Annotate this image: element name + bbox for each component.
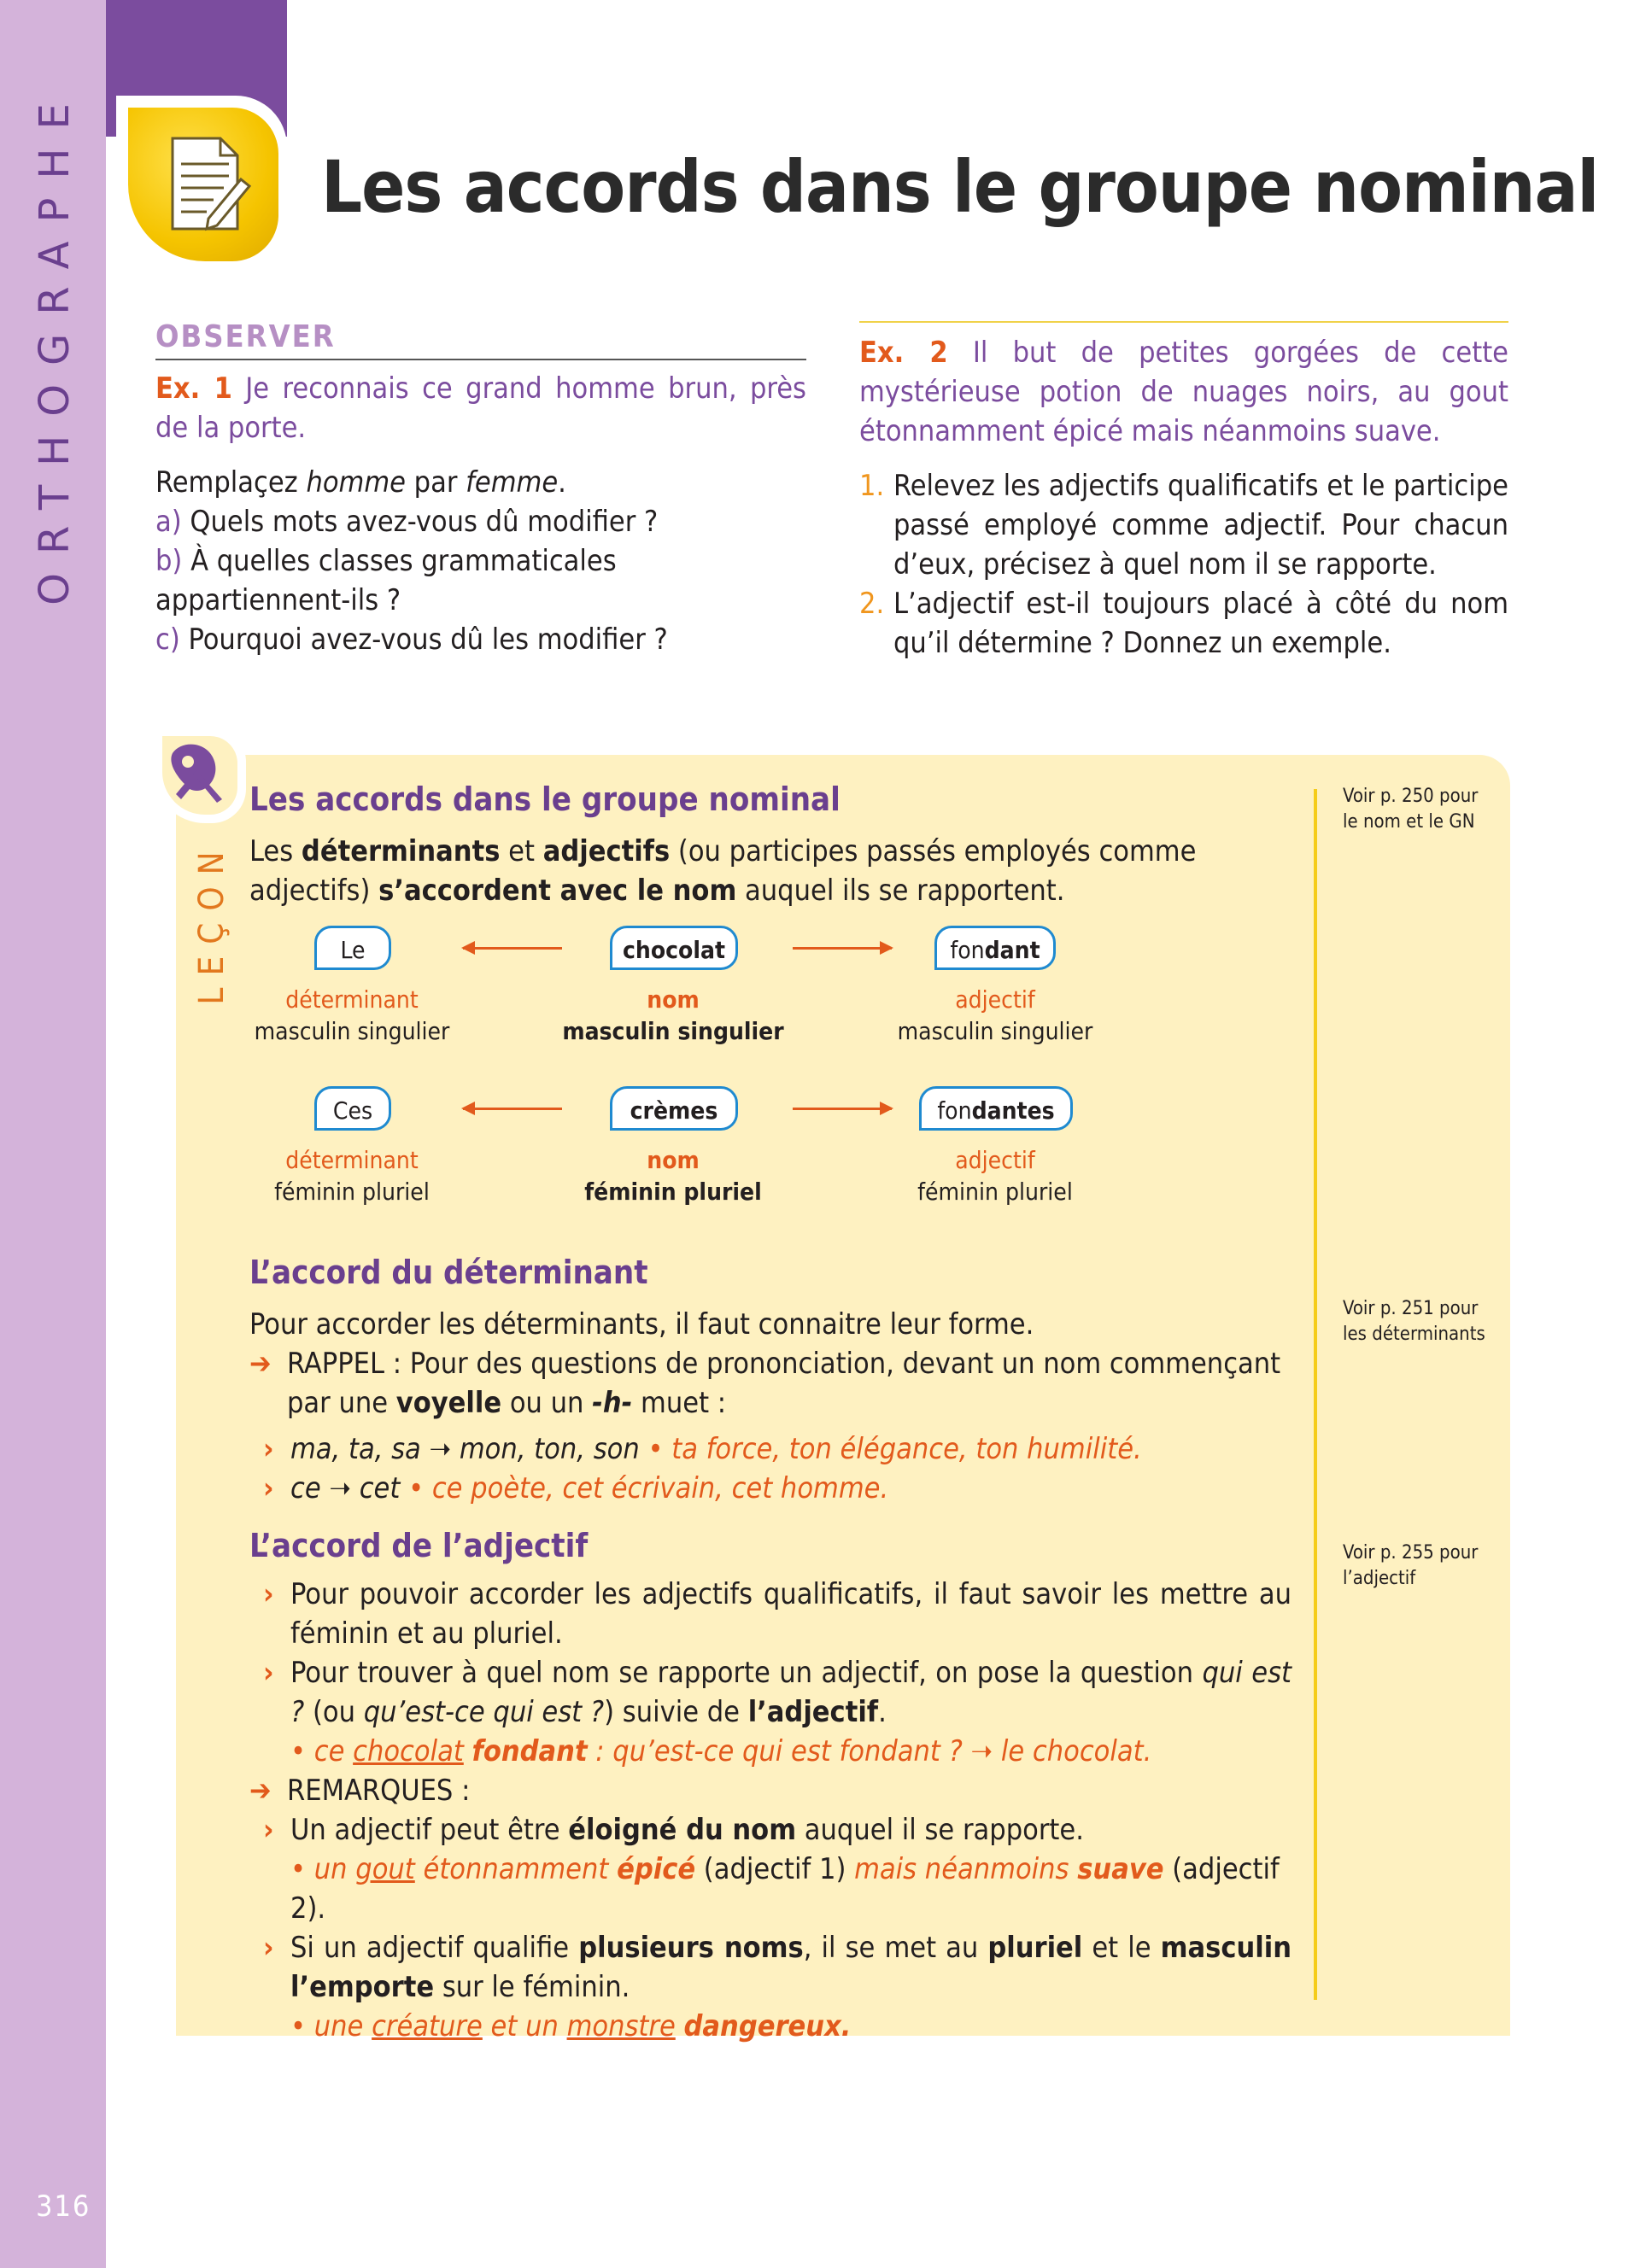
ex1-sentence: Je reconnais ce grand homme brun, près de la porte. bbox=[155, 371, 806, 445]
chevron-icon: › bbox=[263, 1471, 274, 1505]
ex2-questions bbox=[859, 466, 1508, 663]
det-ces: Ces bbox=[314, 1086, 391, 1131]
adj-fondantes: fondantes bbox=[919, 1086, 1073, 1131]
note-adjectif: Voir p. 255 pour l’adjectif bbox=[1343, 1542, 1479, 1589]
ex2-question-1: 1. Relevez les adjectifs qualificatifs et le participe passé employé comme adjectif. Pour chacun d’eux, précisez à quel nom il se rapporte. bbox=[859, 469, 1508, 582]
arrow-right-icon: ➔ bbox=[249, 1347, 272, 1381]
lesson-badge bbox=[154, 728, 246, 823]
page-title: Les accords dans le groupe nominal bbox=[321, 145, 1599, 229]
page-number: 316 bbox=[36, 2189, 91, 2224]
section3-title: L’accord de l’adjectif bbox=[249, 1527, 589, 1564]
arrow-right-2 bbox=[793, 1108, 892, 1110]
caption-noun-1: nom masculin singulier bbox=[562, 985, 784, 1045]
question-a: a) Quels mots avez-vous dû modifier ? bbox=[155, 505, 659, 539]
chevron-icon: › bbox=[263, 1432, 274, 1466]
rappel: ➔ RAPPEL : Pour des questions de prononciation, devant un nom commençant par une voyelle ou un -h- muet : bbox=[249, 1344, 1321, 1423]
remark-2-example: • une créature et un monstre dangereux. bbox=[290, 2009, 852, 2043]
adj-example-1: • ce chocolat fondant : qu’est-ce qui est fondant ? ➝ le chocolat. bbox=[290, 1734, 1152, 1768]
adj-rule-2: › Pour trouver à quel nom se rapporte un adjectif, on pose la question qui est ? (ou qu’est-ce qui est ?) suivie de l’adjectif. bbox=[249, 1653, 1292, 1732]
chevron-icon: › bbox=[263, 1931, 274, 1965]
remark-1-example: • un gout étonnamment épicé (adjectif 1) mais néanmoins suave (adjectif 2). bbox=[290, 1852, 1280, 1926]
quill-icon bbox=[162, 736, 237, 815]
section2-title: L’accord du déterminant bbox=[249, 1254, 648, 1291]
section3-body bbox=[249, 1575, 1292, 2046]
rule-ce-cet: › ce ➝ cet • ce poète, cet écrivain, cet homme. bbox=[249, 1469, 1292, 1508]
arrow-left-2 bbox=[463, 1108, 562, 1110]
ex2 bbox=[859, 321, 1508, 451]
section1-paragraph: Les déterminants et adjectifs (ou participes passés employés comme adjectifs) s’accordent avec le nom auquel ils se rapportent. bbox=[249, 834, 1197, 908]
rule-ma-mon: › ma, ta, sa ➝ mon, ton, son • ta force, ton élégance, ton humilité. bbox=[249, 1429, 1292, 1469]
remark-2: › Si un adjectif qualifie plusieurs noms, il se met au pluriel et le masculin l’emporte sur le féminin. bbox=[249, 1928, 1292, 2007]
ex1-instruction: Remplaçez homme par femme. bbox=[155, 465, 566, 500]
section-label: ORTHOGRAPHE bbox=[31, 85, 79, 605]
chevron-icon: › bbox=[263, 1813, 274, 1847]
arrow-left-1 bbox=[463, 947, 562, 950]
note-nom-gn: Voir p. 250 pour le nom et le GN bbox=[1343, 786, 1479, 833]
question-b: b) À quelles classes grammaticales appartiennent-ils ? bbox=[155, 544, 617, 617]
caption-adj-2: adjectif féminin pluriel bbox=[917, 1146, 1073, 1206]
ex2-label: Ex. 2 bbox=[859, 336, 948, 370]
arrow-right-icon: ➔ bbox=[249, 1774, 272, 1808]
section2-body: Pour accorder les déterminants, il faut connaitre leur forme. ➔ RAPPEL : Pour des questions de prononciation, devant un nom commençant par une voyelle ou un -h- muet : › ma, ta, sa ➝ mon, ton, son • ta force, ton élégance, ton humilité. › ce ➝ cet • ce poète, cet écrivain, cet homme. bbox=[249, 1305, 1292, 1508]
section1-title: Les accords dans le groupe nominal bbox=[249, 780, 840, 818]
caption-det-2: déterminant féminin pluriel bbox=[274, 1146, 430, 1206]
observer-block bbox=[155, 318, 806, 659]
chevron-icon: › bbox=[263, 1577, 274, 1611]
caption-det-1: déterminant masculin singulier bbox=[254, 985, 450, 1045]
det-le: Le bbox=[314, 926, 391, 970]
noun-cremes: crèmes bbox=[610, 1086, 738, 1131]
remark-1: › Un adjectif peut être éloigné du nom auquel il se rapporte. bbox=[249, 1810, 1292, 1850]
question-c: c) Pourquoi avez-vous dû les modifier ? bbox=[155, 623, 668, 657]
observer-heading: OBSERVER bbox=[155, 318, 806, 360]
ex2-question-2: 2. L’adjectif est-il toujours placé à côté du nom qu’il détermine ? Donnez un exemple. bbox=[859, 587, 1508, 660]
caption-noun-2: nom féminin pluriel bbox=[584, 1146, 762, 1206]
note-determinants: Voir p. 251 pour les déterminants bbox=[1343, 1298, 1485, 1345]
caption-adj-1: adjectif masculin singulier bbox=[897, 985, 1093, 1045]
ex1-label: Ex. 1 bbox=[155, 371, 232, 406]
ex1 bbox=[155, 369, 806, 447]
chevron-icon: › bbox=[263, 1656, 274, 1690]
noun-chocolat: chocolat bbox=[610, 926, 738, 970]
lecon-tab-label: LEÇON bbox=[192, 839, 231, 1005]
arrow-right-1 bbox=[793, 947, 892, 950]
ex2-sentence: Il but de petites gorgées de cette mystérieuse potion de nuages noirs, au gout étonnamment épicé mais néanmoins suave. bbox=[859, 336, 1508, 448]
remarques: ➔ REMARQUES : bbox=[249, 1771, 1292, 1810]
adj-fondant: fondant bbox=[934, 926, 1056, 970]
adj-rule-1: › Pour pouvoir accorder les adjectifs qualificatifs, il faut savoir les mettre au féminin et au pluriel. bbox=[249, 1575, 1292, 1653]
ex2-block bbox=[859, 321, 1508, 663]
document-pencil-icon bbox=[128, 108, 278, 261]
